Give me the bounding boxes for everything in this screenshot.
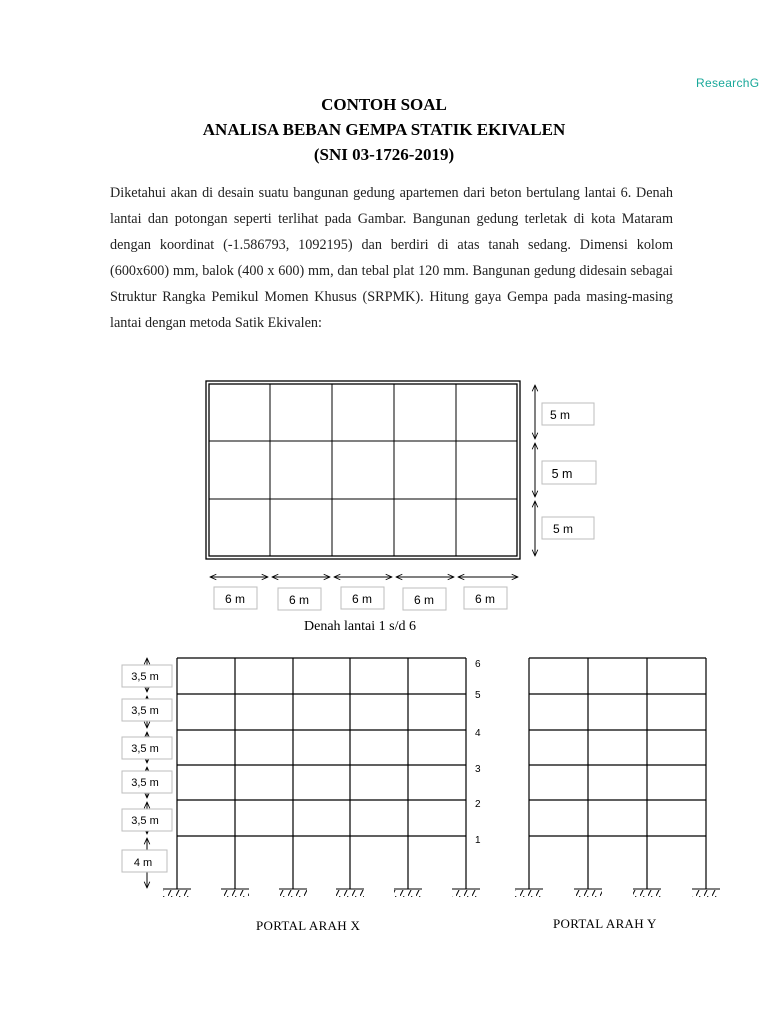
level-label: 5 [475,690,481,701]
story-height-label: 3,5 m [131,671,159,683]
title-line-2: ANALISA BEBAN GEMPA STATIK EKIVALEN [202,120,566,139]
span-label: 5 m [552,522,574,536]
level-label: 3 [475,764,481,775]
level-label: 1 [475,835,481,846]
plan-outer-border [206,381,520,559]
plan-grid [209,384,517,556]
plan-inner-border [209,384,517,556]
story-height-label: 3,5 m [131,743,159,755]
portal-x-caption: PORTAL ARAH X [256,918,361,933]
portal-x-columns [177,658,466,889]
span-label: 5 m [549,408,571,422]
portal-x [122,658,481,897]
story-height-label: 4 m [133,857,153,869]
level-label: 6 [475,659,481,670]
story-height-label: 3,5 m [131,705,159,717]
portal-x-beams [177,658,466,836]
bay-label: 6 m [413,593,435,607]
bay-label: 6 m [288,593,310,607]
portal-x-supports [163,889,480,897]
bay-label: 6 m [351,592,373,606]
story-height-label: 3,5 m [131,777,159,789]
bay-label: 6 m [224,592,246,606]
portal-y [515,658,720,897]
portal-y-beams [529,658,706,836]
portal-y-columns [529,658,706,889]
plan-bay-labels [214,587,507,610]
story-height-label: 3,5 m [131,815,159,827]
researchgate-watermark: ResearchG [696,76,760,90]
portal-y-supports [515,889,720,897]
level-label: 2 [475,799,481,810]
bay-label: 6 m [474,592,496,606]
plan-caption: Denah lantai 1 s/d 6 [304,619,416,634]
plan-span-labels [542,403,596,539]
portal-x-level-labels [475,659,481,846]
problem-statement: Diketahui akan di desain suatu bangunan gedung apartemen dari beton bertulang lantai 6. Denah lantai dan potongan seperti terlihat pada Gambar. Bangunan gedung terletak di kota Mataram dengan koordinat (-1.586793, 1092195) dan berdiri di atas tanah sedang. Dimensi kolom (600x600) mm, balok (400 x 600) mm, dan tebal plat 120 mm. Bangunan gedung didesain sebagai Struktur Rangka Pemikul Momen Khusus (SRPMK). Hitung gaya Gempa pada masing-masing lantai dengan metoda Satik Ekivalen: [110,185,673,331]
portal-y-caption: PORTAL ARAH Y [553,916,657,931]
level-label: 4 [475,728,481,739]
floor-plan [206,381,596,610]
span-label: 5 m [551,467,573,481]
title-line-1: CONTOH SOAL [321,95,447,114]
title-line-3: (SNI 03-1726-2019) [313,145,455,164]
